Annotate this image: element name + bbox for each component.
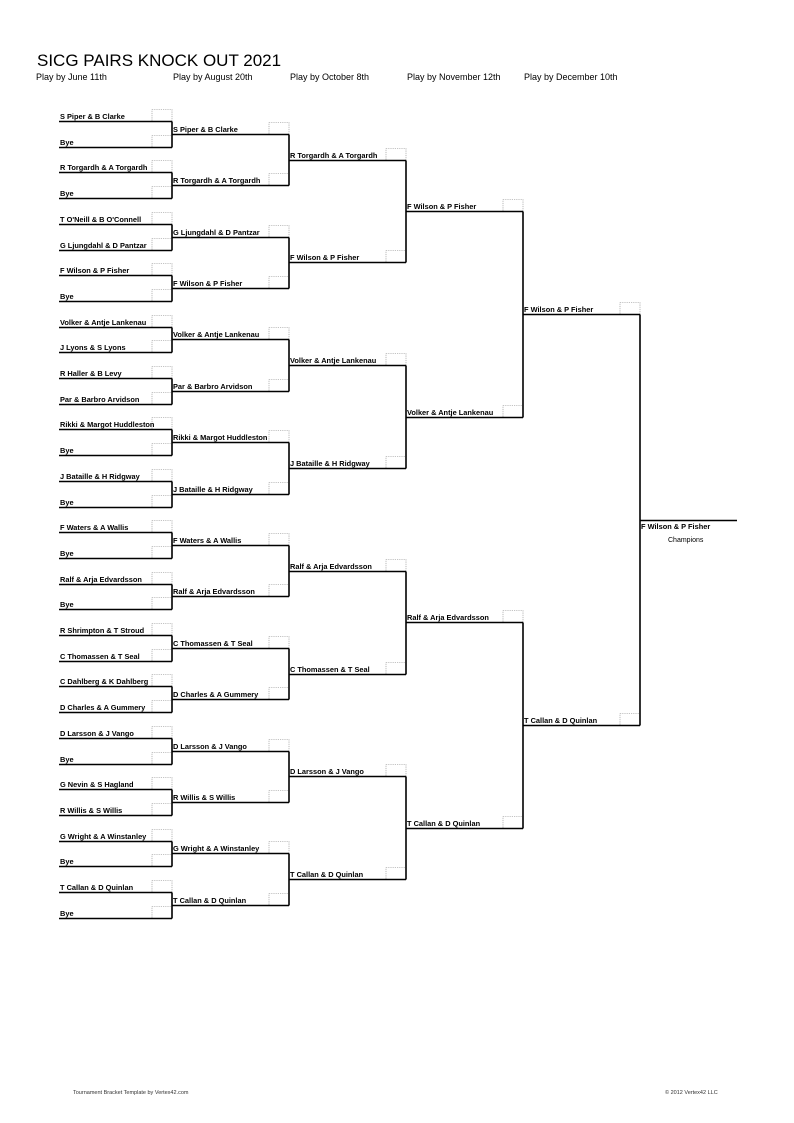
score-box[interactable] [152, 444, 172, 456]
score-box[interactable] [386, 868, 406, 880]
score-box[interactable] [386, 560, 406, 572]
score-box[interactable] [152, 547, 172, 559]
team-name: F Wilson & P Fisher [173, 278, 243, 288]
team-name: D Larsson & J Vango [173, 741, 247, 751]
team-name: R Torgardh & A Torgardh [290, 150, 378, 160]
score-box[interactable] [152, 624, 172, 636]
score-box[interactable] [152, 136, 172, 148]
team-name: T Callan & D Quinlan [173, 895, 247, 905]
team-name: D Charles & A Gummery [60, 702, 146, 712]
score-box[interactable] [269, 534, 289, 546]
team-name: R Shrimpton & T Stroud [60, 625, 145, 635]
team-name: Par & Barbro Arvidson [60, 394, 140, 404]
score-box[interactable] [152, 316, 172, 328]
team-name: C Thomassen & T Seal [60, 651, 140, 661]
score-box[interactable] [152, 753, 172, 765]
team-name: D Charles & A Gummery [173, 689, 259, 699]
team-name: T Callan & D Quinlan [290, 869, 364, 879]
team-name: Bye [60, 445, 74, 455]
team-name: C Dahlberg & K Dahlberg [60, 676, 149, 686]
team-name: S Piper & B Clarke [60, 111, 125, 121]
score-box[interactable] [269, 380, 289, 392]
champion-label: Champions [668, 537, 704, 544]
score-box[interactable] [152, 804, 172, 816]
team-name: Bye [60, 754, 74, 764]
team-name: G Ljungdahl & D Pantzar [60, 240, 147, 250]
team-name: T Callan & D Quinlan [60, 882, 134, 892]
team-name: R Willis & S Willis [60, 805, 123, 815]
score-box[interactable] [152, 341, 172, 353]
score-box[interactable] [152, 290, 172, 302]
round-1-header: Play by June 11th [36, 72, 107, 82]
page-title: SICG PAIRS KNOCK OUT 2021 [37, 51, 282, 70]
score-box[interactable] [269, 894, 289, 906]
team-name: F Waters & A Wallis [60, 522, 129, 532]
team-name: Ralf & Arja Edvardsson [407, 612, 489, 622]
team-name: R Torgardh & A Torgardh [173, 175, 261, 185]
team-name: D Larsson & J Vango [60, 728, 134, 738]
score-box[interactable] [152, 573, 172, 585]
team-name: R Haller & B Levy [60, 368, 122, 378]
score-box[interactable] [152, 496, 172, 508]
team-name: Ralf & Arja Edvardsson [290, 561, 372, 571]
round-5-header: Play by December 10th [524, 72, 618, 82]
score-box[interactable] [152, 830, 172, 842]
score-box[interactable] [152, 470, 172, 482]
score-box[interactable] [269, 226, 289, 238]
team-name: Bye [60, 856, 74, 866]
score-box[interactable] [386, 251, 406, 263]
team-name: G Nevin & S Hagland [60, 779, 134, 789]
score-box[interactable] [152, 110, 172, 122]
champion-name: F Wilson & P Fisher [641, 522, 711, 531]
team-name: F Wilson & P Fisher [407, 201, 477, 211]
score-box[interactable] [152, 778, 172, 790]
round-2-header: Play by August 20th [173, 72, 253, 82]
score-box[interactable] [152, 264, 172, 276]
team-name: G Wright & A Winstanley [173, 843, 260, 853]
score-box[interactable] [269, 842, 289, 854]
score-box[interactable] [269, 740, 289, 752]
score-box[interactable] [269, 277, 289, 289]
team-name: T O'Neill & B O'Connell [60, 214, 142, 224]
team-name: J Bataille & H Ridgway [60, 471, 140, 481]
team-name: J Bataille & H Ridgway [173, 484, 253, 494]
team-name: Bye [60, 497, 74, 507]
team-name: Par & Barbro Arvidson [173, 381, 253, 391]
team-name: F Waters & A Wallis [173, 535, 242, 545]
score-box[interactable] [386, 663, 406, 675]
score-box[interactable] [269, 123, 289, 135]
team-name: Rikki & Margot Huddleston [173, 432, 268, 442]
team-name: Bye [60, 548, 74, 558]
score-box[interactable] [269, 585, 289, 597]
team-name: Bye [60, 188, 74, 198]
score-box[interactable] [386, 457, 406, 469]
score-box[interactable] [620, 303, 640, 315]
team-name: Ralf & Arja Edvardsson [173, 586, 255, 596]
score-box[interactable] [152, 727, 172, 739]
team-name: Bye [60, 137, 74, 147]
score-box[interactable] [152, 393, 172, 405]
score-box[interactable] [269, 483, 289, 495]
team-name: Bye [60, 908, 74, 918]
team-name: C Thomassen & T Seal [290, 664, 370, 674]
score-box[interactable] [152, 367, 172, 379]
score-box[interactable] [152, 418, 172, 430]
score-box[interactable] [152, 701, 172, 713]
score-box[interactable] [152, 881, 172, 893]
team-name: T Callan & D Quinlan [407, 818, 481, 828]
team-name: Rikki & Margot Huddleston [60, 419, 155, 429]
team-name: D Larsson & J Vango [290, 766, 364, 776]
footer-copyright: © 2012 Vertex42 LLC [665, 1090, 718, 1096]
team-name: R Willis & S Willis [173, 792, 236, 802]
team-name: S Piper & B Clarke [173, 124, 238, 134]
team-name: F Wilson & P Fisher [290, 252, 360, 262]
score-box[interactable] [386, 149, 406, 161]
team-name: J Lyons & S Lyons [60, 342, 126, 352]
team-name: R Torgardh & A Torgardh [60, 162, 148, 172]
team-name: Volker & Antje Lankenau [173, 329, 260, 339]
score-box[interactable] [503, 817, 523, 829]
team-name: F Wilson & P Fisher [524, 304, 594, 314]
round-4-header: Play by November 12th [407, 72, 501, 82]
score-box[interactable] [269, 328, 289, 340]
score-box[interactable] [269, 791, 289, 803]
team-name: Volker & Antje Lankenau [60, 317, 147, 327]
footer-credit: Tournament Bracket Template by Vertex42.com [73, 1090, 189, 1096]
score-box[interactable] [269, 637, 289, 649]
score-box[interactable] [152, 239, 172, 251]
score-box[interactable] [152, 213, 172, 225]
score-box[interactable] [386, 354, 406, 366]
team-name: F Wilson & P Fisher [60, 265, 130, 275]
score-box[interactable] [152, 521, 172, 533]
round-3-header: Play by October 8th [290, 72, 370, 82]
score-box[interactable] [269, 688, 289, 700]
team-name: Bye [60, 599, 74, 609]
score-box[interactable] [269, 174, 289, 186]
team-name: C Thomassen & T Seal [173, 638, 253, 648]
score-box[interactable] [152, 598, 172, 610]
score-box[interactable] [152, 187, 172, 199]
score-box[interactable] [503, 611, 523, 623]
team-name: Bye [60, 291, 74, 301]
score-box[interactable] [152, 650, 172, 662]
team-name: Volker & Antje Lankenau [290, 355, 377, 365]
team-name: Ralf & Arja Edvardsson [60, 574, 142, 584]
team-name: T Callan & D Quinlan [524, 715, 598, 725]
score-box[interactable] [269, 431, 289, 443]
score-box[interactable] [152, 161, 172, 173]
score-box[interactable] [386, 765, 406, 777]
score-box[interactable] [152, 907, 172, 919]
score-box[interactable] [503, 406, 523, 418]
team-name: G Ljungdahl & D Pantzar [173, 227, 260, 237]
team-name: G Wright & A Winstanley [60, 831, 147, 841]
team-name: J Bataille & H Ridgway [290, 458, 370, 468]
score-box[interactable] [152, 855, 172, 867]
team-name: Volker & Antje Lankenau [407, 407, 494, 417]
score-box[interactable] [620, 714, 640, 726]
score-box[interactable] [503, 200, 523, 212]
score-box[interactable] [152, 675, 172, 687]
